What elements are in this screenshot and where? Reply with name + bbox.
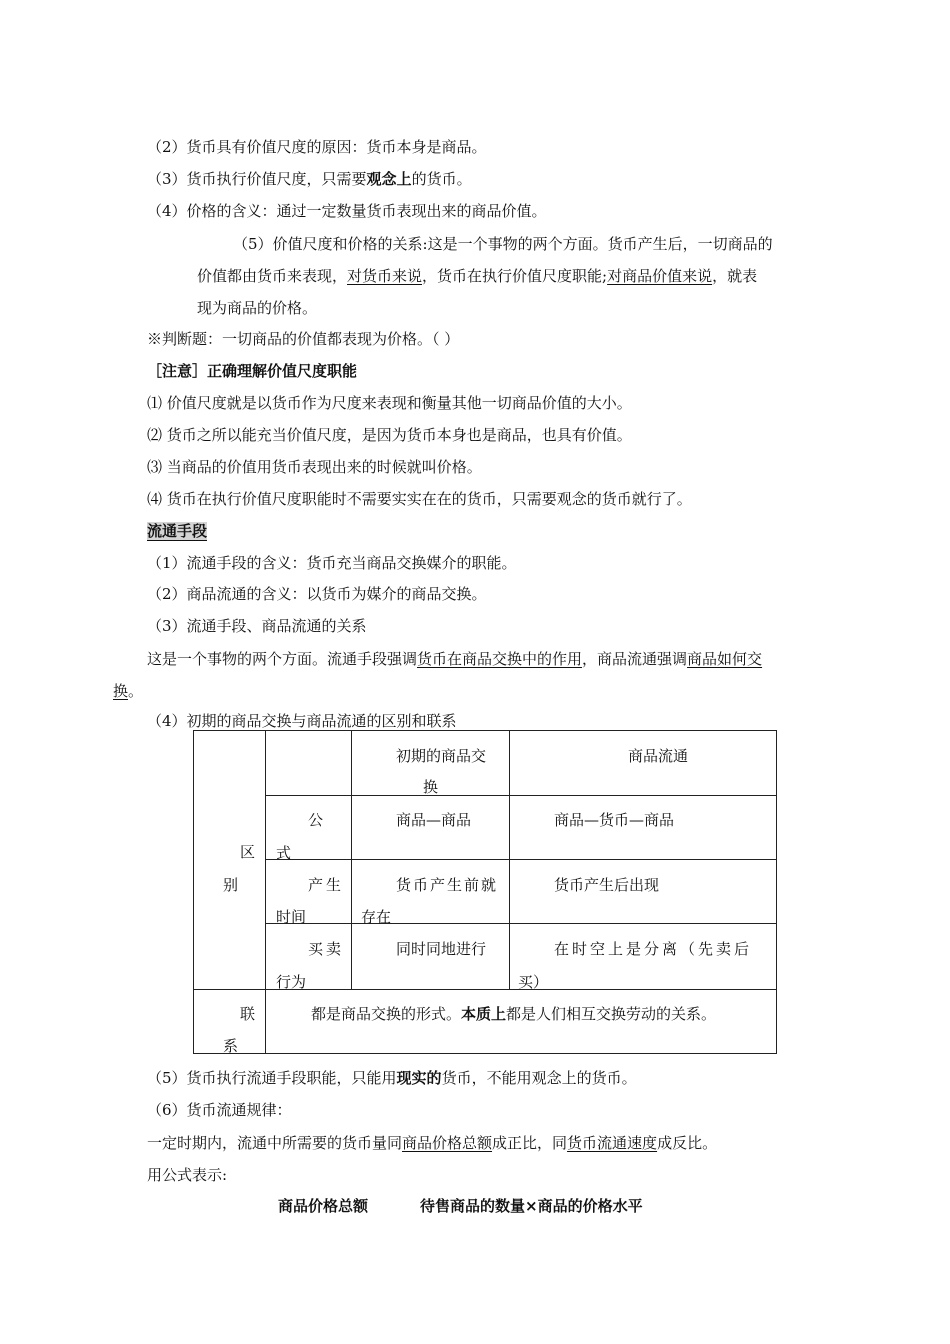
note-item-4: ⑷ 货币在执行价值尺度职能时不需要实实在在的货币，只需要观念的货币就行了。 <box>147 490 692 508</box>
section-heading <box>147 521 207 541</box>
circulation-item-1: （1）流通手段的含义：货币充当商品交换媒介的职能。 <box>147 554 517 572</box>
row-time-label-l1: 产生 <box>308 876 345 894</box>
table-line-h3 <box>265 923 776 924</box>
row-time-circulation: 货币产生后出现 <box>554 876 660 894</box>
p5-underline-money: 对货币来说 <box>347 267 423 285</box>
c5-text-c: 货币，不能用观念上的货币。 <box>441 1069 637 1087</box>
circulation-item-2: （2）商品流通的含义：以货币为媒介的商品交换。 <box>147 585 487 603</box>
p5-underline-value: 对商品价值来说 <box>607 267 713 285</box>
law-text-1: 一定时期内，流通中所需要的货币量同 <box>147 1134 403 1152</box>
group-label-diff-l2: 别 <box>223 876 239 894</box>
table-line-v3 <box>509 730 510 990</box>
circulation-relation-line2 <box>113 681 143 701</box>
row-formula-initial: 商品—商品 <box>396 811 472 829</box>
para-relation-line3: 现为商品的价格。 <box>197 299 318 317</box>
circulation-item-3: （3）流通手段、商品流通的关系 <box>147 617 367 635</box>
judgement-question: ※判断题：一切商品的价值都表现为价格。（ ） <box>147 330 460 348</box>
note-item-2: ⑵ 货币之所以能充当价值尺度，是因为货币本身也是商品，也具有价值。 <box>147 426 632 444</box>
para-value-measure-reason: （2）货币具有价值尺度的原因：货币本身是商品。 <box>147 138 487 156</box>
para-relation-line1: （5）价值尺度和价格的关系:这是一个事物的两个方面。货币产生后，一切商品的 <box>233 235 773 253</box>
formula-intro: 用公式表示: <box>147 1166 228 1184</box>
circulation-item-5 <box>147 1068 637 1088</box>
formula-left: 商品价格总额 <box>278 1197 369 1215</box>
table-border-left <box>193 730 194 1054</box>
row-trade-circulation-l1: 在时空上是分离（先卖后 <box>554 940 753 958</box>
row-trade-circulation-l2: 买） <box>518 973 549 991</box>
link-label-l2: 系 <box>223 1037 239 1055</box>
para-relation-line2 <box>197 266 757 286</box>
row-time-initial-l2: 存在 <box>361 908 392 926</box>
link-text-bold: 本质上 <box>461 1005 507 1023</box>
p3-text-c: 的货币。 <box>411 170 472 188</box>
c3-underline-end: 换 <box>113 682 129 700</box>
p5-text-3: ，货币在执行价值尺度职能; <box>422 267 608 285</box>
row-time-initial-l1: 货币产生前就 <box>396 876 499 894</box>
formula-right: 待售商品的数量×商品的价格水平 <box>420 1197 643 1215</box>
note-item-3: ⑶ 当商品的价值用货币表现出来的时候就叫价格。 <box>147 458 482 476</box>
section-heading-text: 流通手段 <box>147 522 208 540</box>
c3-underline-how: 商品如何交 <box>687 650 763 668</box>
note-heading: ［注意］正确理解价值尺度职能 <box>147 362 358 380</box>
law-underline-total-price: 商品价格总额 <box>402 1134 493 1152</box>
circulation-relation-line1 <box>147 649 762 669</box>
link-label-l1: 联 <box>240 1005 256 1023</box>
c3-text-3: ，商品流通强调 <box>582 650 688 668</box>
c3-period: 。 <box>128 682 144 700</box>
note-item-1: ⑴ 价值尺度就是以货币作为尺度来表现和衡量其他一切商品价值的大小。 <box>147 394 632 412</box>
p5-text-1: 价值都由货币来表现， <box>197 267 348 285</box>
law-text-3: 成正比，同 <box>492 1134 568 1152</box>
table-line-v1 <box>265 730 266 1054</box>
link-text-c: 都是人们相互交换劳动的关系。 <box>506 1005 717 1023</box>
row-trade-label-l1: 买卖 <box>308 940 345 958</box>
header-commodity-circulation: 商品流通 <box>628 747 689 765</box>
row-trade-label-l2: 行为 <box>276 973 307 991</box>
circulation-law <box>147 1133 717 1153</box>
para-price-meaning: （4）价格的含义：通过一定数量货币表现出来的商品价值。 <box>147 202 547 220</box>
para-value-measure-ideal <box>147 169 472 189</box>
c3-text-1: 这是一个事物的两个方面。流通手段强调 <box>147 650 418 668</box>
p3-text-a: （3）货币执行价值尺度，只需要 <box>147 170 367 188</box>
law-text-5: 成反比。 <box>657 1134 718 1152</box>
circulation-item-4: （4）初期的商品交换与商品流通的区别和联系 <box>147 712 457 730</box>
table-line-h2 <box>265 859 776 860</box>
link-text <box>311 1004 716 1024</box>
c5-bold: 现实的 <box>396 1069 442 1087</box>
link-text-a: 都是商品交换的形式。 <box>311 1005 462 1023</box>
circulation-item-6: （6）货币流通规律： <box>147 1101 292 1119</box>
law-underline-velocity: 货币流通速度 <box>567 1134 658 1152</box>
p3-bold: 观念上 <box>366 170 412 188</box>
c3-underline-role: 货币在商品交换中的作用 <box>417 650 583 668</box>
row-formula-label-l2: 式 <box>276 844 292 862</box>
table-border-right <box>776 730 777 1054</box>
c5-text-a: （5）货币执行流通手段职能，只能用 <box>147 1069 397 1087</box>
table-line-v2 <box>351 730 352 990</box>
table-border-bottom <box>193 1053 776 1054</box>
header-initial-exchange-l1: 初期的商品交 <box>396 747 487 765</box>
p5-text-5: ，就表 <box>712 267 758 285</box>
row-formula-circulation: 商品—货币—商品 <box>554 811 675 829</box>
row-time-label-l2: 时间 <box>276 908 307 926</box>
table-border-top <box>193 730 776 731</box>
row-trade-initial: 同时同地进行 <box>396 940 487 958</box>
table-line-h1 <box>265 795 776 796</box>
row-formula-label-l1: 公 <box>308 811 324 829</box>
group-label-diff-l1: 区 <box>240 843 256 861</box>
header-initial-exchange-l2: 换 <box>423 778 439 796</box>
